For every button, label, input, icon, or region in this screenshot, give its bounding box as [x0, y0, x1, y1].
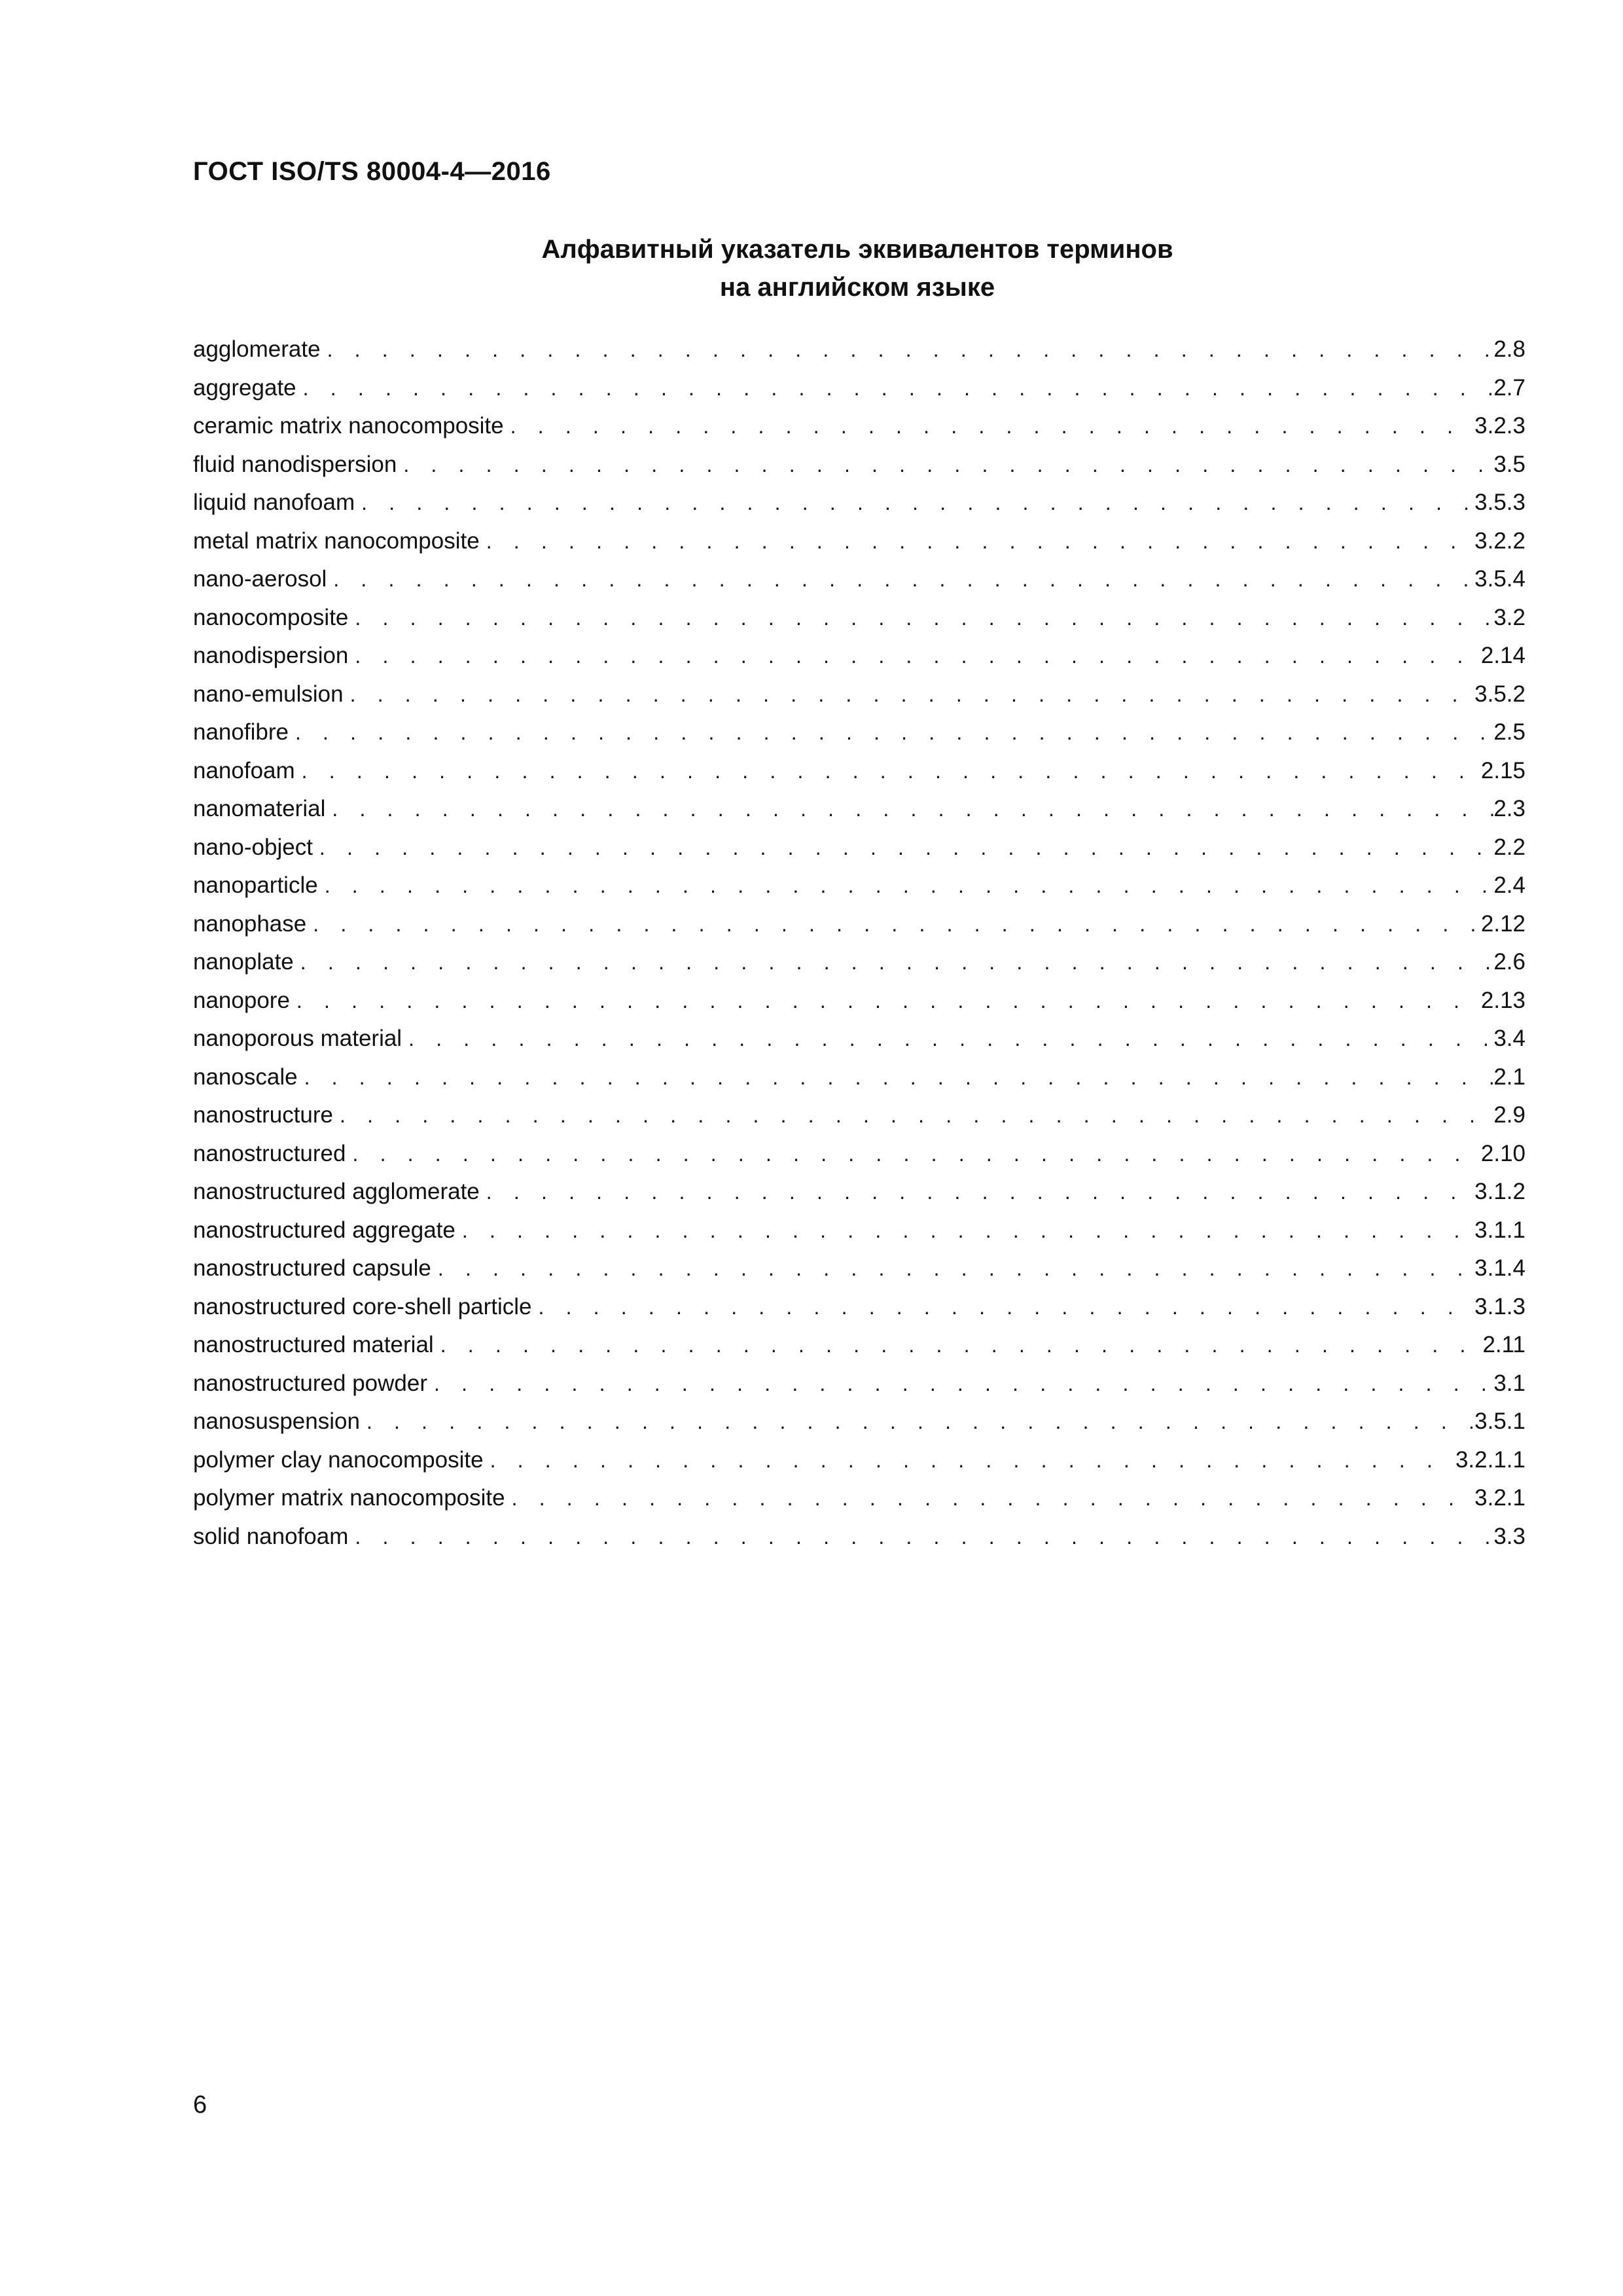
index-entry — [193, 867, 1525, 905]
entry-reference: 2.9 — [1493, 1102, 1525, 1128]
index-entry — [193, 599, 1525, 637]
dot-leader — [480, 1173, 1474, 1211]
index-entry — [193, 1211, 1525, 1250]
index-entry — [193, 982, 1525, 1020]
dot-leader — [480, 522, 1474, 561]
entry-reference: 2.10 — [1480, 1140, 1525, 1166]
index-entry — [193, 1096, 1525, 1135]
entry-reference: 3.5.2 — [1474, 681, 1525, 707]
entry-term: polymer clay nanocomposite — [193, 1446, 484, 1473]
index-entry — [193, 675, 1525, 714]
entry-term: agglomerate — [193, 336, 321, 362]
index-title — [0, 230, 1623, 306]
entry-term: polymer matrix nanocomposite — [193, 1485, 505, 1511]
entry-reference: 3.1.2 — [1474, 1179, 1525, 1204]
entry-term: nano-object — [193, 834, 313, 860]
entry-reference: 3.1.3 — [1474, 1293, 1525, 1319]
entry-reference: 3.2.1 — [1474, 1485, 1525, 1511]
dot-leader — [296, 369, 1494, 408]
dot-leader — [455, 1211, 1474, 1250]
entry-reference: 2.13 — [1480, 987, 1525, 1013]
entry-reference: 3.3 — [1493, 1523, 1525, 1549]
dot-leader — [402, 1020, 1493, 1058]
index-entry — [193, 752, 1525, 791]
entry-term: liquid nanofoam — [193, 490, 355, 515]
entry-reference: 2.8 — [1493, 336, 1525, 362]
entry-term: nanostructured powder — [193, 1370, 427, 1396]
dot-leader — [289, 713, 1493, 752]
entry-term: nanostructured material — [193, 1332, 434, 1357]
dot-leader — [344, 675, 1475, 714]
index-entry — [193, 1058, 1525, 1097]
entry-reference: 3.2.3 — [1474, 413, 1525, 439]
index-entry — [193, 943, 1525, 982]
entry-term: nanostructured aggregate — [193, 1217, 455, 1243]
dot-leader — [431, 1249, 1474, 1288]
entry-reference: 2.2 — [1493, 834, 1525, 860]
dot-leader — [325, 790, 1493, 829]
entry-term: nanophase — [193, 910, 307, 937]
dot-leader — [504, 407, 1475, 446]
dot-leader — [346, 1135, 1480, 1174]
entry-reference: 3.5.3 — [1474, 490, 1525, 515]
entry-term: nanoparticle — [193, 872, 318, 898]
dot-leader — [294, 943, 1494, 982]
entry-reference: 2.12 — [1480, 910, 1525, 937]
dot-leader — [298, 1058, 1494, 1097]
dot-leader — [313, 829, 1493, 867]
entry-reference: 3.5.1 — [1474, 1408, 1525, 1434]
dot-leader — [295, 752, 1481, 791]
entry-term: metal matrix nanocomposite — [193, 528, 480, 554]
dot-leader — [333, 1096, 1493, 1135]
entry-term: nanofoam — [193, 757, 295, 783]
entry-term: nanopore — [193, 987, 290, 1013]
dot-leader — [348, 1518, 1493, 1556]
term-index-list — [193, 331, 1525, 1556]
entry-term: nanoporous material — [193, 1026, 402, 1051]
entry-reference: 3.5.4 — [1474, 566, 1525, 592]
dot-leader — [348, 599, 1493, 637]
entry-reference: 3.2.2 — [1474, 528, 1525, 554]
dot-leader — [321, 331, 1494, 369]
index-entry — [193, 637, 1525, 675]
index-entry — [193, 1365, 1525, 1403]
entry-reference: 3.1 — [1493, 1370, 1525, 1396]
dot-leader — [327, 560, 1474, 599]
index-entry — [193, 790, 1525, 829]
entry-term: nanofibre — [193, 719, 289, 745]
entry-term: nanosuspension — [193, 1408, 360, 1434]
index-entry — [193, 1173, 1525, 1211]
index-entry — [193, 407, 1525, 446]
entry-reference: 3.5 — [1493, 451, 1525, 477]
entry-reference: 3.4 — [1493, 1026, 1525, 1051]
dot-leader — [306, 905, 1481, 944]
index-title-line-1: Алфавитный указатель эквивалентов терминов — [541, 235, 1173, 264]
entry-reference: 2.7 — [1493, 374, 1525, 401]
dot-leader — [318, 867, 1494, 905]
index-entry — [193, 369, 1525, 408]
entry-term: nanostructured agglomerate — [193, 1179, 480, 1204]
index-entry — [193, 484, 1525, 522]
entry-reference: 3.2.1.1 — [1455, 1446, 1525, 1473]
entry-term: nanostructured — [193, 1140, 346, 1166]
index-entry — [193, 905, 1525, 944]
entry-term: nano-aerosol — [193, 566, 327, 592]
entry-term: solid nanofoam — [193, 1523, 349, 1549]
entry-reference: 2.14 — [1480, 643, 1525, 668]
index-entry — [193, 1135, 1525, 1174]
index-entry — [193, 1518, 1525, 1556]
index-entry — [193, 829, 1525, 867]
index-title-line-2: на английском языке — [719, 273, 995, 302]
entry-reference: 3.1.1 — [1474, 1217, 1525, 1243]
entry-reference: 2.15 — [1480, 757, 1525, 783]
index-entry — [193, 522, 1525, 561]
entry-term: nanoscale — [193, 1064, 298, 1090]
entry-term: fluid nanodispersion — [193, 451, 397, 477]
dot-leader — [360, 1403, 1474, 1441]
entry-reference: 3.2 — [1493, 604, 1525, 630]
dot-leader — [484, 1441, 1455, 1480]
index-entry — [193, 1249, 1525, 1288]
page-number: 6 — [193, 2091, 207, 2119]
entry-reference: 2.4 — [1493, 872, 1525, 898]
entry-reference: 2.11 — [1482, 1332, 1525, 1357]
entry-term: nanostructured core-shell particle — [193, 1293, 532, 1319]
entry-term: nanostructure — [193, 1102, 334, 1128]
dot-leader — [505, 1479, 1475, 1518]
dot-leader — [290, 982, 1481, 1020]
index-entry — [193, 1020, 1525, 1058]
dot-leader — [355, 484, 1474, 522]
entry-reference: 3.1.4 — [1474, 1255, 1525, 1281]
entry-term: ceramic matrix nanocomposite — [193, 413, 504, 439]
entry-reference: 2.1 — [1493, 1064, 1525, 1090]
entry-reference: 2.5 — [1493, 719, 1525, 745]
dot-leader — [397, 446, 1493, 484]
index-entry — [193, 1326, 1525, 1365]
index-entry — [193, 560, 1525, 599]
dot-leader — [348, 637, 1480, 675]
index-entry — [193, 713, 1525, 752]
entry-reference: 2.6 — [1493, 949, 1525, 975]
index-entry — [193, 331, 1525, 369]
entry-term: nanoplate — [193, 949, 294, 975]
dot-leader — [427, 1365, 1493, 1403]
entry-term: nano-emulsion — [193, 681, 344, 707]
dot-leader — [531, 1288, 1474, 1327]
document-header: ГОСТ ISO/TS 80004-4—2016 — [193, 157, 551, 186]
index-entry — [193, 1479, 1525, 1518]
index-entry — [193, 1288, 1525, 1327]
entry-term: aggregate — [193, 374, 296, 401]
dot-leader — [434, 1326, 1483, 1365]
index-entry — [193, 446, 1525, 484]
entry-term: nanodispersion — [193, 643, 349, 668]
entry-term: nanocomposite — [193, 604, 349, 630]
entry-term: nanostructured capsule — [193, 1255, 431, 1281]
index-entry — [193, 1403, 1525, 1441]
index-entry — [193, 1441, 1525, 1480]
entry-reference: 2.3 — [1493, 796, 1525, 821]
entry-term: nanomaterial — [193, 796, 326, 821]
